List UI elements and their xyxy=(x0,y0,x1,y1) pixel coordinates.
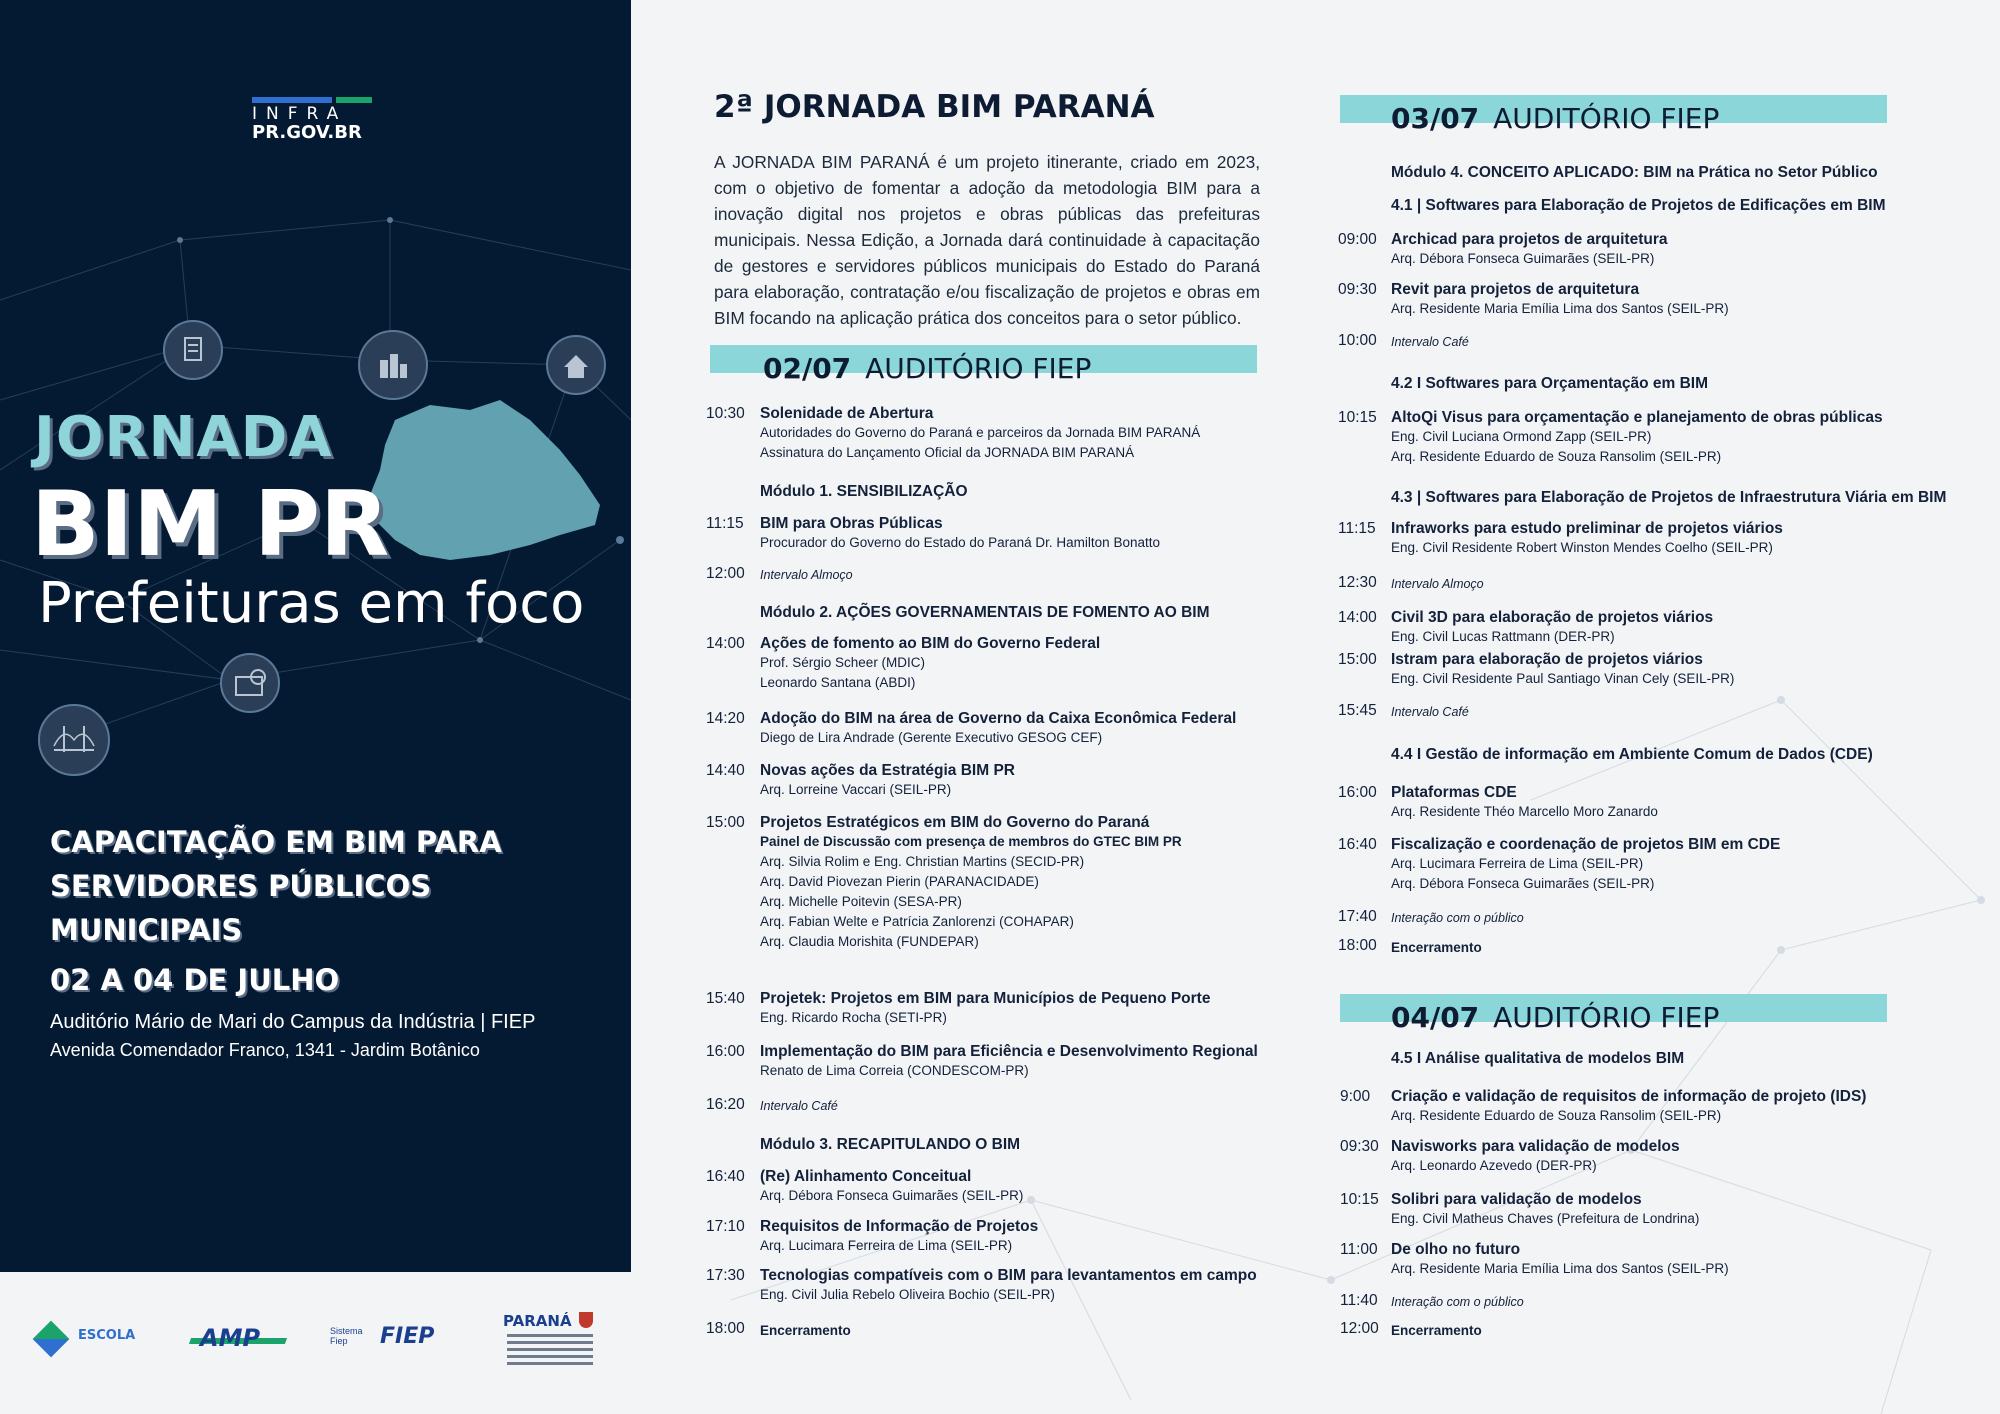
session-entry xyxy=(1391,1241,1729,1279)
session-entry xyxy=(760,710,1236,748)
session-title: Civil 3D para elaboração de projetos viários xyxy=(1391,609,1714,626)
session-time: 18:00 xyxy=(1338,937,1377,954)
session-speaker: Eng. Civil Lucas Rattmann (DER-PR) xyxy=(1391,629,1615,644)
document-icon xyxy=(163,320,223,380)
hero-dates: 02 A 04 DE JULHO xyxy=(50,963,340,997)
session-speaker: Arq. Residente Théo Marcello Moro Zanardo xyxy=(1391,804,1658,819)
session-speaker: Assinatura do Lançamento Oficial da JORNADA BIM PARANÁ xyxy=(760,445,1135,460)
session-entry xyxy=(1391,281,1729,319)
day1-header: 02/07 AUDITÓRIO FIEP xyxy=(763,352,1092,385)
session-entry xyxy=(1391,1191,1699,1229)
module-heading: 4.1 | Softwares para Elaboração de Projetos de Edificações em BIM xyxy=(1391,197,1886,214)
gears-icon xyxy=(220,653,280,713)
session-speaker: Arq. Residente Maria Emília Lima dos Santos (SEIL-PR) xyxy=(1391,301,1729,316)
session-title: Archicad para projetos de arquitetura xyxy=(1391,231,1668,248)
session-speaker: Arq. Fabian Welte e Patrícia Zanlorenzi (COHAPAR) xyxy=(760,914,1074,929)
session-break: Interação com o público xyxy=(1391,911,1524,925)
session-time: 16:00 xyxy=(706,1043,745,1060)
session-entry xyxy=(1391,520,1783,558)
session-speaker: Leonardo Santana (ABDI) xyxy=(760,675,916,690)
session-entry xyxy=(1391,231,1668,269)
partner-logos xyxy=(0,1272,631,1414)
session-time: 14:00 xyxy=(706,635,745,652)
session-time: 09:30 xyxy=(1340,1138,1379,1155)
session-title: (Re) Alinhamento Conceitual xyxy=(760,1168,972,1185)
session-time: 12:00 xyxy=(1340,1320,1379,1337)
session-time: 11:00 xyxy=(1340,1241,1378,1258)
session-entry xyxy=(1391,332,1469,349)
session-time: 16:00 xyxy=(1338,784,1377,801)
session-title: Plataformas CDE xyxy=(1391,784,1517,801)
amp-logo: AMP xyxy=(190,1320,290,1356)
session-speaker: Arq. Débora Fonseca Guimarães (SEIL-PR) xyxy=(760,1188,1024,1203)
session-entry xyxy=(1391,784,1658,822)
module-heading: 4.4 I Gestão de informação em Ambiente Comum de Dados (CDE) xyxy=(1391,746,1873,763)
session-entry xyxy=(1391,651,1734,689)
session-time: 16:40 xyxy=(706,1168,745,1185)
session-closing: Encerramento xyxy=(1391,1323,1482,1338)
module-heading: Módulo 3. RECAPITULANDO O BIM xyxy=(760,1136,1021,1153)
session-entry xyxy=(760,565,853,582)
day2-header: 03/07 AUDITÓRIO FIEP xyxy=(1391,102,1720,135)
module-heading: 4.5 I Análise qualitativa de modelos BIM xyxy=(1391,1050,1685,1067)
session-entry xyxy=(1391,908,1524,925)
session-title: Istram para elaboração de projetos viários xyxy=(1391,651,1703,668)
session-entry xyxy=(760,515,1160,553)
session-panel: Painel de Discussão com presença de membros do GTEC BIM PR xyxy=(760,834,1182,849)
session-speaker: Arq. Michelle Poitevin (SESA-PR) xyxy=(760,894,962,909)
session-entry xyxy=(760,1267,1257,1305)
session-title: Adoção do BIM na área de Governo da Caixa Econômica Federal xyxy=(760,710,1237,727)
page-title: 2ª JORNADA BIM PARANÁ xyxy=(714,89,1155,125)
module-heading: 4.3 | Softwares para Elaboração de Projetos de Infraestrutura Viária em BIM xyxy=(1391,489,1947,506)
session-title: Projetos Estratégicos em BIM do Governo do Paraná xyxy=(760,814,1150,831)
module-heading: 4.2 I Softwares para Orçamentação em BIM xyxy=(1391,375,1709,392)
hero-jornada: JORNADA xyxy=(34,405,333,470)
hero-panel xyxy=(0,0,631,1272)
session-entry xyxy=(760,1168,1023,1206)
network-background xyxy=(0,0,631,1272)
session-title: Fiscalização e coordenação de projetos BIM em CDE xyxy=(1391,836,1781,853)
escola-logo: ESCOLA xyxy=(38,1322,148,1358)
hero-capacitacao: CAPACITAÇÃO EM BIM PARA SERVIDORES PÚBLICOS MUNICIPAIS xyxy=(50,825,502,947)
session-title: Requisitos de Informação de Projetos xyxy=(760,1218,1039,1235)
session-speaker: Arq. Débora Fonseca Guimarães (SEIL-PR) xyxy=(1391,251,1655,266)
session-entry xyxy=(760,1043,1258,1081)
session-speaker: Arq. Débora Fonseca Guimarães (SEIL-PR) xyxy=(1391,876,1655,891)
session-entry xyxy=(1391,409,1883,467)
session-time: 18:00 xyxy=(706,1320,745,1337)
session-break: Intervalo Café xyxy=(1391,335,1469,349)
session-time: 10:00 xyxy=(1338,332,1377,349)
session-entry xyxy=(1391,702,1469,719)
hero-subtitle: Prefeituras em foco xyxy=(38,571,585,636)
session-speaker: Arq. Lorreine Vaccari (SEIL-PR) xyxy=(760,782,952,797)
session-speaker: Renato de Lima Correia (CONDESCOM-PR) xyxy=(760,1063,1029,1078)
session-speaker: Prof. Sérgio Scheer (MDIC) xyxy=(760,655,926,670)
hero-bim-pr: BIM PR xyxy=(31,472,390,577)
session-entry xyxy=(760,762,1015,800)
session-entry xyxy=(1391,937,1482,958)
session-entry xyxy=(760,635,1100,693)
session-speaker: Eng. Civil Luciana Ormond Zapp (SEIL-PR) xyxy=(1391,429,1652,444)
session-time: 14:40 xyxy=(706,762,745,779)
session-title: Projetek: Projetos em BIM para Municípios de Pequeno Porte xyxy=(760,990,1211,1007)
session-time: 12:00 xyxy=(706,565,745,582)
session-break: Interação com o público xyxy=(1391,1295,1524,1309)
session-entry xyxy=(760,1218,1038,1256)
session-entry xyxy=(1391,1320,1482,1341)
session-title: Solibri para validação de modelos xyxy=(1391,1191,1642,1208)
session-break: Intervalo Café xyxy=(1391,705,1469,719)
session-entry xyxy=(760,990,1210,1028)
session-speaker: Arq. Leonardo Azevedo (DER-PR) xyxy=(1391,1158,1597,1173)
session-closing: Encerramento xyxy=(1391,940,1482,955)
session-time: 17:10 xyxy=(706,1218,745,1235)
session-entry xyxy=(1391,836,1780,894)
session-title: Criação e validação de requisitos de informação de projeto (IDS) xyxy=(1391,1088,1867,1105)
house-icon xyxy=(546,335,606,395)
session-time: 15:00 xyxy=(1338,651,1377,668)
session-time: 09:30 xyxy=(1338,281,1377,298)
infra-logo-text: INFRA xyxy=(252,104,348,124)
hero-address: Avenida Comendador Franco, 1341 - Jardim Botânico xyxy=(50,1040,480,1060)
session-speaker: Procurador do Governo do Estado do Paraná Dr. Hamilton Bonatto xyxy=(760,535,1160,550)
session-speaker: Arq. Residente Eduardo de Souza Ransolim (SEIL-PR) xyxy=(1391,449,1722,464)
session-time: 16:20 xyxy=(706,1096,745,1113)
session-time: 15:40 xyxy=(706,990,745,1007)
session-time: 11:15 xyxy=(706,515,744,532)
session-time: 16:40 xyxy=(1338,836,1377,853)
session-title: AltoQi Visus para orçamentação e planejamento de obras públicas xyxy=(1391,409,1883,426)
session-entry xyxy=(760,1096,838,1113)
session-entry xyxy=(1391,1138,1680,1176)
infra-logo-bar xyxy=(252,97,372,103)
infra-logo-site: PR.GOV.BR xyxy=(252,122,362,143)
bridge-icon xyxy=(38,704,110,776)
session-time: 09:00 xyxy=(1338,231,1377,248)
session-speaker: Arq. Residente Maria Emília Lima dos Santos (SEIL-PR) xyxy=(1391,1261,1729,1276)
session-time: 10:15 xyxy=(1340,1191,1379,1208)
session-closing: Encerramento xyxy=(760,1323,851,1338)
session-speaker: Arq. Silvia Rolim e Eng. Christian Martins (SECID-PR) xyxy=(760,854,1085,869)
module-heading: Módulo 4. CONCEITO APLICADO: BIM na Prática no Setor Público xyxy=(1391,164,1878,181)
city-icon xyxy=(358,330,428,400)
parana-logo: PARANÁ xyxy=(503,1312,598,1372)
session-speaker: Eng. Civil Julia Rebelo Oliveira Bochio (SEIL-PR) xyxy=(760,1287,1055,1302)
session-speaker: Arq. David Piovezan Pierin (PARANACIDADE) xyxy=(760,874,1039,889)
day3-header: 04/07 AUDITÓRIO FIEP xyxy=(1391,1001,1720,1034)
session-speaker: Autoridades do Governo do Paraná e parceiros da Jornada BIM PARANÁ xyxy=(760,425,1201,440)
session-time: 15:45 xyxy=(1338,702,1377,719)
module-heading: Módulo 2. AÇÕES GOVERNAMENTAIS DE FOMENTO AO BIM xyxy=(760,604,1210,621)
session-time: 14:20 xyxy=(706,710,745,727)
session-time: 10:30 xyxy=(706,405,745,422)
session-speaker: Diego de Lira Andrade (Gerente Executivo GESOG CEF) xyxy=(760,730,1103,745)
session-title: Solenidade de Abertura xyxy=(760,405,934,422)
session-time: 14:00 xyxy=(1338,609,1377,626)
session-time: 17:30 xyxy=(706,1267,745,1284)
session-title: Revit para projetos de arquitetura xyxy=(1391,281,1640,298)
session-title: Implementação do BIM para Eficiência e Desenvolvimento Regional xyxy=(760,1043,1258,1060)
session-entry xyxy=(1391,1292,1524,1309)
session-time: 12:30 xyxy=(1338,574,1377,591)
session-break: Intervalo Almoço xyxy=(760,568,853,582)
intro-paragraph: A JORNADA BIM PARANÁ é um projeto itinerante, criado em 2023, com o objetivo de fomentar a adoção da metodologia BIM para a inovação digital nos projetos e obras públicas das prefeituras municipais. Nessa Edição, a Jornada dará continuidade à capacitação de gestores e servidores públicos municipais do Estado do Paraná para elaboração, contratação e/ou fiscalização de projetos e obras em BIM focando na aplicação prática dos conceitos para o setor público. xyxy=(714,152,1260,328)
session-time: 15:00 xyxy=(706,814,745,831)
session-speaker: Eng. Civil Matheus Chaves (Prefeitura de Londrina) xyxy=(1391,1211,1700,1226)
session-speaker: Eng. Civil Residente Robert Winston Mendes Coelho (SEIL-PR) xyxy=(1391,540,1773,555)
session-entry xyxy=(760,405,1200,463)
session-break: Intervalo Café xyxy=(760,1099,838,1113)
session-time: 9:00 xyxy=(1340,1088,1371,1105)
session-speaker: Arq. Residente Eduardo de Souza Ransolim (SEIL-PR) xyxy=(1391,1108,1722,1123)
session-break: Intervalo Almoço xyxy=(1391,577,1484,591)
session-title: Navisworks para validação de modelos xyxy=(1391,1138,1680,1155)
session-title: BIM para Obras Públicas xyxy=(760,515,943,532)
session-time: 17:40 xyxy=(1338,908,1377,925)
session-title: Novas ações da Estratégia BIM PR xyxy=(760,762,1015,779)
session-speaker: Arq. Lucimara Ferreira de Lima (SEIL-PR) xyxy=(760,1238,1013,1253)
session-time: 10:15 xyxy=(1338,409,1377,426)
session-speaker: Eng. Ricardo Rocha (SETI-PR) xyxy=(760,1010,947,1025)
session-title: Tecnologias compatíveis com o BIM para levantamentos em campo xyxy=(760,1267,1257,1284)
session-title: Ações de fomento ao BIM do Governo Federal xyxy=(760,635,1101,652)
fiep-logo: Sistema Fiep FIEP xyxy=(330,1324,435,1349)
session-entry xyxy=(1391,609,1713,647)
parana-map xyxy=(370,400,600,560)
hero-venue: Auditório Mário de Mari do Campus da Indústria | FIEP xyxy=(50,1011,536,1033)
session-time: 11:15 xyxy=(1338,520,1376,537)
session-speaker: Eng. Civil Residente Paul Santiago Vinan Cely (SEIL-PR) xyxy=(1391,671,1735,686)
session-entry xyxy=(1391,1088,1866,1126)
session-entry xyxy=(760,814,1182,952)
session-title: De olho no futuro xyxy=(1391,1241,1521,1258)
session-entry xyxy=(760,1320,851,1341)
session-entry xyxy=(1391,574,1484,591)
module-heading: Módulo 1. SENSIBILIZAÇÃO xyxy=(760,483,968,500)
session-speaker: Arq. Lucimara Ferreira de Lima (SEIL-PR) xyxy=(1391,856,1644,871)
session-speaker: Arq. Claudia Morishita (FUNDEPAR) xyxy=(760,934,979,949)
session-time: 11:40 xyxy=(1340,1292,1378,1309)
session-title: Infraworks para estudo preliminar de projetos viários xyxy=(1391,520,1783,537)
